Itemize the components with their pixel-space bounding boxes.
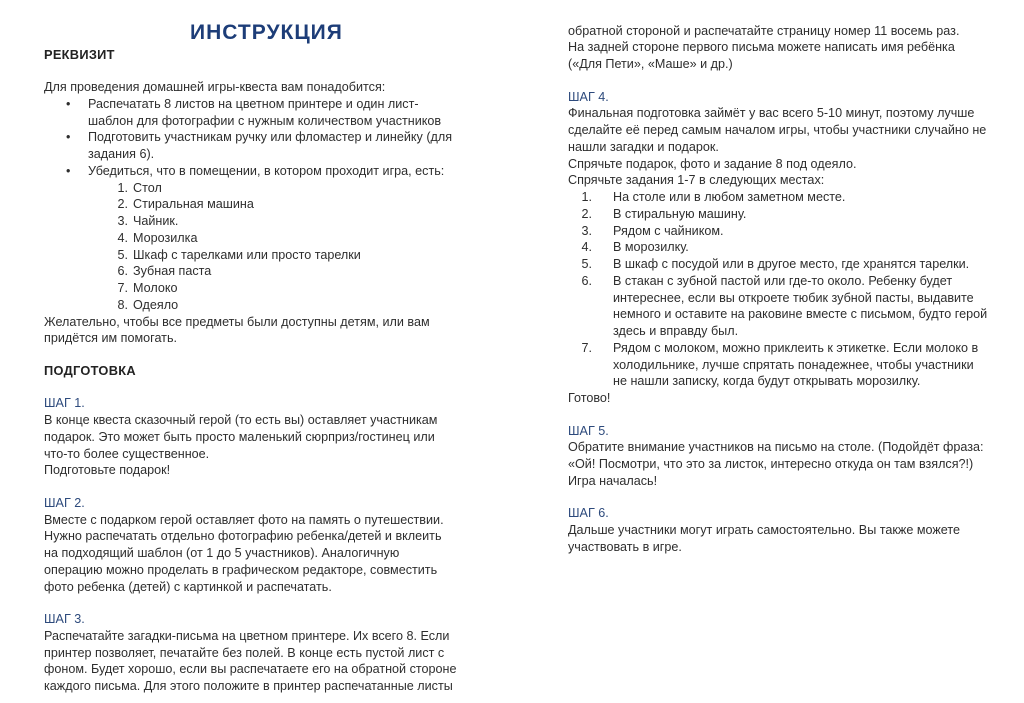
line-text: обратной стороной и распечатайте страницу номер 11 восемь раз. [568, 23, 960, 38]
bullet-marker: • [66, 96, 71, 111]
numbered-item [44, 230, 504, 247]
numbered-item [44, 297, 504, 314]
item-number: 6. [117, 264, 128, 279]
item-number: 7. [117, 281, 128, 296]
line-text: сделайте её перед самым началом игры, чтобы участники случайно не [568, 123, 987, 138]
line-text: В конце квеста сказочный герой (то есть вы) оставляет участникам [44, 413, 438, 428]
line-text: В морозилку. [613, 240, 689, 255]
line-text: ШАГ 4. [568, 89, 609, 104]
page-title: ИНСТРУКЦИЯ [190, 21, 343, 44]
line-text: ШАГ 6. [568, 506, 609, 521]
bullet-item [44, 163, 504, 180]
line-text: ШАГ 1. [44, 396, 85, 411]
paragraph [568, 105, 1024, 189]
item-number: 7. [581, 340, 592, 355]
line-text: что-то более существенное. [44, 446, 210, 461]
line-text: фоном. Будет хорошо, если вы распечатаете его на обратной стороне [44, 662, 457, 677]
item-number: 1. [117, 180, 128, 195]
line-text: Убедиться, что в помещении, в котором проходит игра, есть: [88, 163, 445, 178]
line-text: ШАГ 3. [44, 612, 85, 627]
item-number: 6. [581, 273, 592, 288]
line-text: операцию можно проделать в графическом редакторе, совместить [44, 562, 438, 577]
line-text: холодильнике, лучше спрятать понадежнее, чтобы участники [613, 357, 974, 372]
line-text: подарок. Это может быть просто маленький сюрприз/гостинец или [44, 429, 435, 444]
line-text: («Для Пети», «Маше» и др.) [568, 57, 733, 71]
numbered-item [44, 180, 504, 197]
spacer [44, 63, 504, 79]
line-text: Рядом с чайником. [613, 223, 724, 238]
numbered-item [44, 247, 504, 264]
line-text: Одеяло [133, 297, 179, 312]
paragraph [44, 314, 504, 348]
line-text: Морозилка [133, 230, 198, 245]
spacer [568, 407, 1024, 423]
numbered-item [568, 256, 1024, 273]
line-text: Дальше участники могут играть самостоятельно. Вы также можете [568, 523, 960, 538]
line-text: Вместе с подарком герой оставляет фото на память о путешествии. [44, 512, 444, 527]
spacer [44, 479, 504, 495]
item-number: 1. [581, 190, 592, 205]
bullet-marker: • [66, 163, 71, 178]
paragraph [568, 390, 1024, 407]
step-heading [44, 495, 504, 512]
line-text: шаблон для фотографии с нужным количеством участников [88, 113, 442, 128]
line-text: Готово! [568, 391, 611, 406]
section-heading [44, 47, 504, 64]
paragraph [44, 79, 504, 96]
line-text: На задней стороне первого письма можете написать имя ребёнка [568, 40, 955, 55]
numbered-item [568, 223, 1024, 240]
paragraph [44, 512, 504, 596]
paragraph [568, 522, 1024, 556]
line-text: ШАГ 2. [44, 495, 85, 510]
line-text: Спрячьте подарок, фото и задание 8 под одеяло. [568, 156, 857, 171]
spacer [44, 380, 504, 396]
step-heading [44, 611, 504, 628]
item-number: 8. [117, 297, 128, 312]
line-text: Молоко [133, 281, 178, 296]
line-text: Обратите внимание участников на письмо на столе. (Подойдёт фраза: [568, 440, 984, 455]
line-text: ПОДГОТОВКА [44, 362, 136, 378]
step-heading [568, 423, 1024, 440]
line-text: ШАГ 5. [568, 423, 609, 438]
line-text: задания 6). [88, 147, 155, 162]
line-text: Для проведения домашней игры-квеста вам понадобится: [44, 80, 386, 95]
bullet-item [44, 96, 504, 130]
line-text: В стакан с зубной пастой или где-то около. Ребенку будет [613, 273, 953, 288]
item-number: 5. [117, 247, 128, 262]
line-text: не нашли записку, когда будут открывать морозилку. [613, 374, 921, 389]
line-text: придётся им помогать. [44, 331, 178, 346]
line-text: Чайник. [133, 214, 179, 229]
item-number: 2. [117, 197, 128, 212]
line-text: Зубная паста [133, 264, 212, 279]
spacer [568, 73, 1024, 89]
paragraph [44, 412, 504, 479]
line-text: Игра началась! [568, 473, 658, 488]
line-text: участвовать в игре. [568, 539, 682, 554]
numbered-item [44, 196, 504, 213]
numbered-item [568, 206, 1024, 223]
section-heading [44, 363, 504, 380]
line-text: «Ой! Посмотри, что это за листок, интересно откуда он там взялся?!) [568, 457, 974, 472]
line-text: интереснее, если вы откроете тюбик зубной пасты, выдавите [613, 290, 974, 305]
line-text: Нужно распечатать отдельно фотографию ребенка/детей и вклеить [44, 529, 442, 544]
line-text: нашли загадки и подарок. [568, 139, 719, 154]
item-number: 5. [581, 257, 592, 272]
item-number: 4. [581, 240, 592, 255]
step-heading [568, 505, 1024, 522]
step-heading [568, 89, 1024, 106]
line-text: Распечатать 8 листов на цветном принтере и один лист- [88, 96, 419, 111]
item-number: 3. [581, 223, 592, 238]
item-number: 2. [581, 206, 592, 221]
line-text: Спрячьте задания 1-7 в следующих местах: [568, 173, 825, 188]
line-text: на подходящий шаблон (от 1 до 5 участников). Аналогичную [44, 546, 400, 561]
spacer [44, 347, 504, 363]
paragraph [568, 439, 1024, 489]
bullet-marker: • [66, 130, 71, 145]
line-text: РЕКВИЗИТ [44, 46, 115, 62]
bullet-item [44, 129, 504, 163]
numbered-item [568, 239, 1024, 256]
line-text: Рядом с молоком, можно приклеить к этикетке. Если молоко в [613, 340, 979, 355]
numbered-item [44, 280, 504, 297]
line-text: Подготовить участникам ручку или фломастер и линейку (для [88, 130, 453, 145]
paragraph [44, 628, 504, 695]
line-text: фото ребенка (детей) с картинкой и распечатать. [44, 579, 332, 594]
numbered-item [568, 189, 1024, 206]
numbered-item [568, 340, 1024, 390]
line-text: здесь и вправду был. [613, 324, 739, 339]
line-text: немного и оставите на раковине вместе с письмом, будто герой [613, 307, 988, 322]
numbered-item [44, 263, 504, 280]
line-text: В шкаф с посудой или в другое место, где хранятся тарелки. [613, 257, 970, 272]
left-column [44, 47, 504, 695]
paragraph [568, 23, 1024, 73]
line-text: Желательно, чтобы все предметы были доступны детям, или вам [44, 314, 430, 329]
line-text: Стол [133, 180, 162, 195]
spacer [44, 595, 504, 611]
line-text: принтер позволяет, печатайте без полей. В конце есть пустой лист с [44, 645, 445, 660]
line-text: Распечатайте загадки-письма на цветном принтере. Их всего 8. Если [44, 628, 450, 643]
step-heading [44, 395, 504, 412]
line-text: В стиральную машину. [613, 206, 747, 221]
right-column [568, 23, 1024, 556]
spacer [568, 490, 1024, 506]
line-text: Шкаф с тарелками или просто тарелки [133, 247, 361, 262]
numbered-item [568, 273, 1024, 340]
line-text: Финальная подготовка займёт у вас всего 5-10 минут, поэтому лучше [568, 106, 975, 121]
line-text: На столе или в любом заметном месте. [613, 190, 846, 205]
line-text: Стиральная машина [133, 197, 254, 212]
numbered-item [44, 213, 504, 230]
item-number: 4. [117, 230, 128, 245]
line-text: Подготовьте подарок! [44, 463, 171, 478]
item-number: 3. [117, 214, 128, 229]
line-text: каждого письма. Для этого положите в принтер распечатанные листы [44, 679, 453, 694]
